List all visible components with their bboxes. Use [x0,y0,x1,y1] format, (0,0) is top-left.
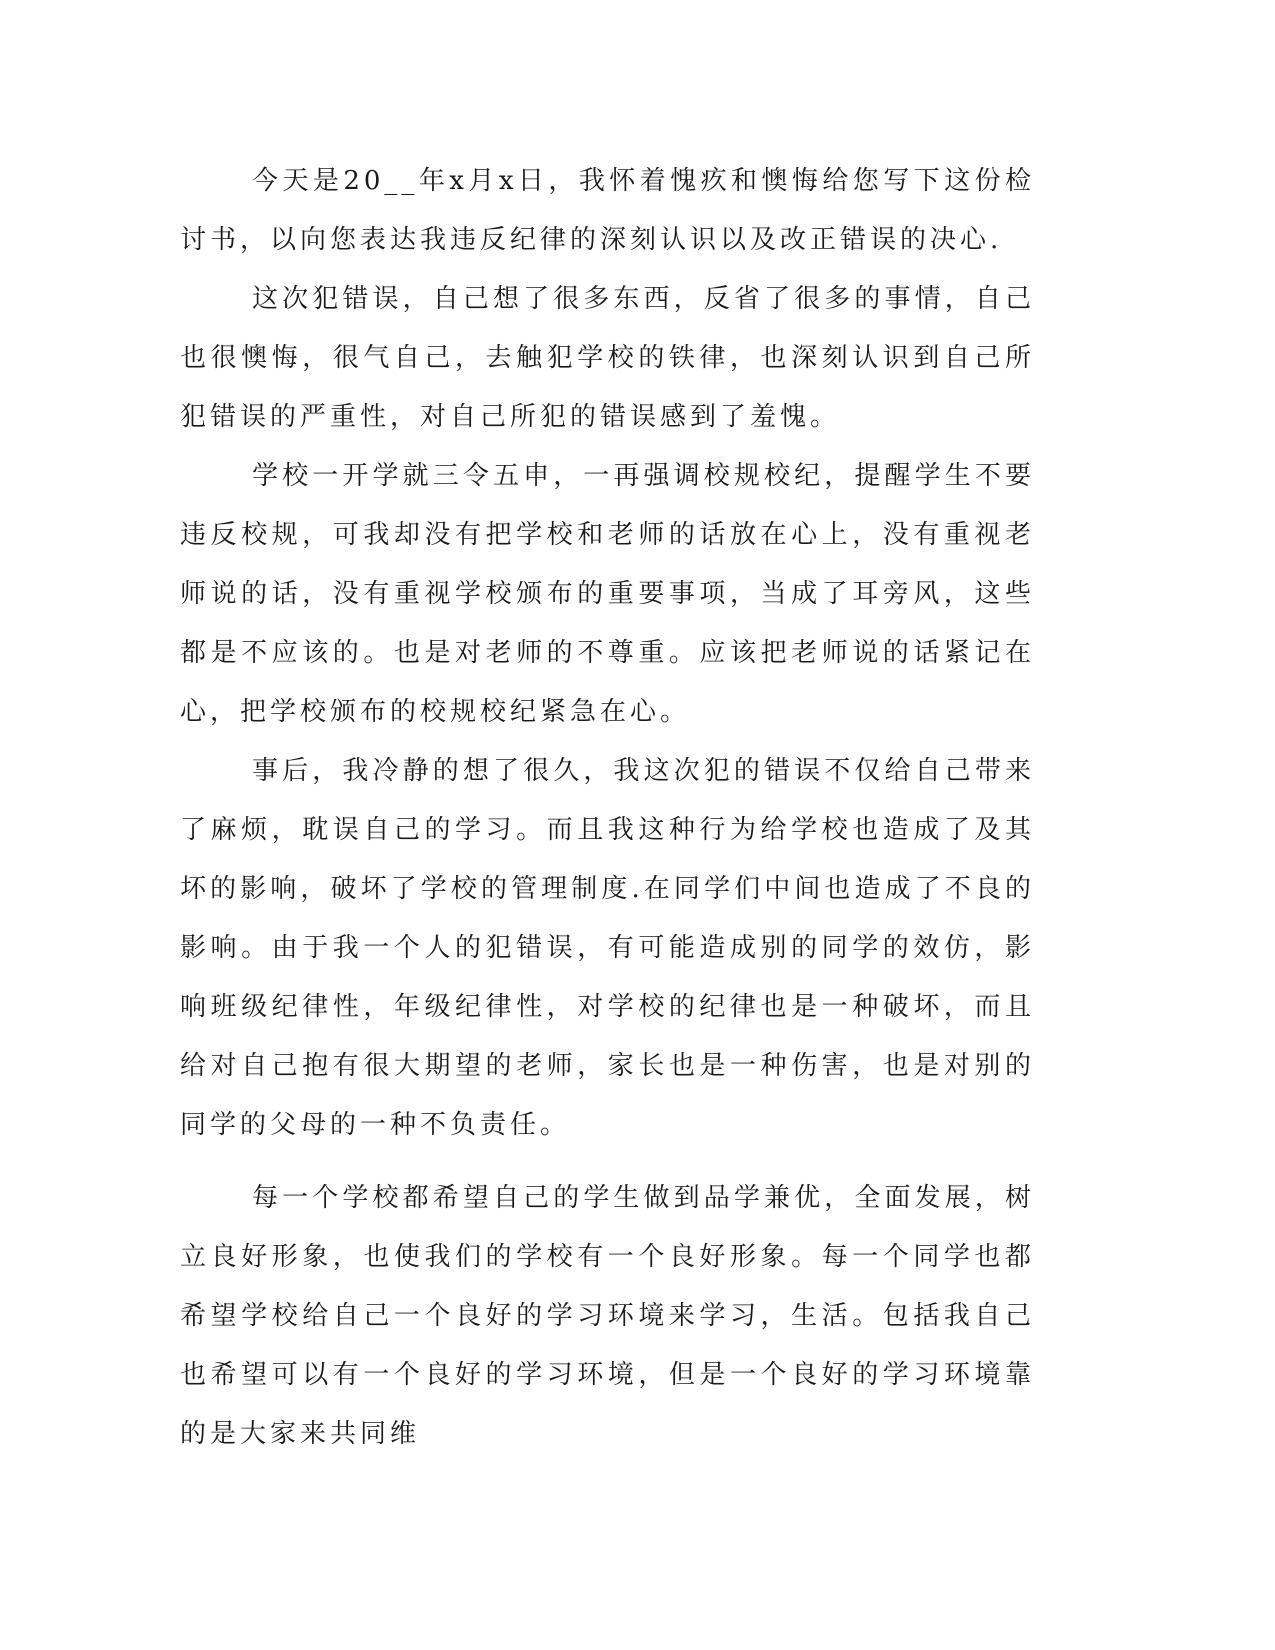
document-page [180,152,1035,1464]
paragraph-4: 事后，我冷静的想了很久，我这次犯的错误不仅给自己带来了麻烦，耽误自己的学习。而且我这种行为给学校也造成了及其坏的影响，破坏了学校的管理制度.在同学们中间也造成了不良的影响。由于我一个人的犯错误，有可能造成别的同学的效仿，影响班级纪律性，年级纪律性，对学校的纪律也是一种破坏，而且给对自己抱有很大期望的老师，家长也是一种伤害，也是对别的同学的父母的一种不负责任。 [180,756,1035,1140]
paragraph-2: 这次犯错误，自己想了很多东西，反省了很多的事情，自己也很懊悔，很气自己，去触犯学校的铁律，也深刻认识到自己所犯错误的严重性，对自己所犯的错误感到了羞愧。 [180,284,1035,432]
paragraph-1: 今天是20__年x月x日，我怀着愧疚和懊悔给您写下这份检讨书，以向您表达我违反纪律的深刻认识以及改正错误的决心. [180,166,1035,255]
paragraph-3: 学校一开学就三令五申，一再强调校规校纪，提醒学生不要违反校规，可我却没有把学校和老师的话放在心上，没有重视老师说的话，没有重视学校颁布的重要事项，当成了耳旁风，这些都是不应该的。也是对老师的不尊重。应该把老师说的话紧记在心，把学校颁布的校规校纪紧急在心。 [180,461,1035,727]
paragraph-5: 每一个学校都希望自己的学生做到品学兼优，全面发展，树立良好形象，也使我们的学校有一个良好形象。每一个同学也都希望学校给自己一个良好的学习环境来学习，生活。包括我自己也希望可以有一个良好的学习环境，但是一个良好的学习环境靠的是大家来共同维 [180,1183,1035,1449]
